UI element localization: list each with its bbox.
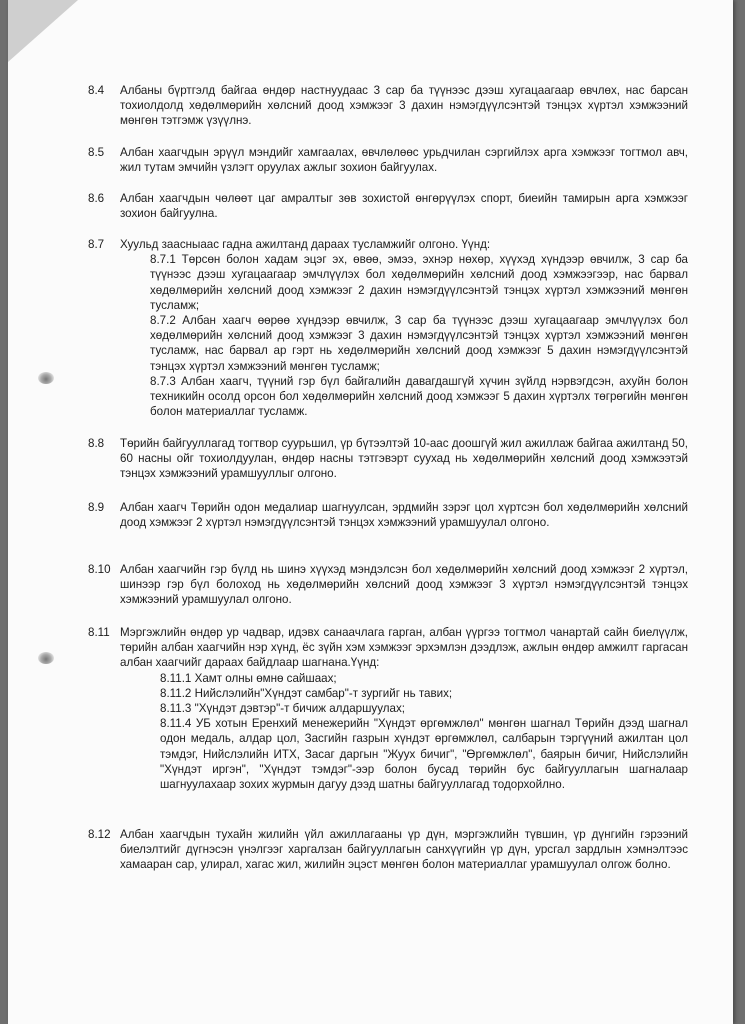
clause-number: 8.6 — [88, 192, 105, 205]
sub-clause-8-7-2: 8.7.2 Албан хаагч өөрөө хүндээр өвчилж, 3 сар ба түүнээс дээш хугацаагаар эмчлүүлэх бол хөдөлмөрийн хөлсний доод хэмжээг 3 дахин нэмэгдүүлсэнтэй тэнцэх хүртэл хэмжээний мөнгөн тусламж, нас барвал ар гэрт нь хөдөлмөрийн хөлсний доод хэмжээг 5 дахин нэмэгдүүлсэнтэй тэнцэх хүртэл хэмжээний мөнгөн тусламж; — [150, 314, 688, 373]
clause-number: 8.4 — [88, 84, 105, 97]
sub-clause-8-11-3: 8.11.3 "Хүндэт дэвтэр"-т бичиж алдаршуулах; — [160, 702, 405, 716]
sub-clause-8-7-1: 8.7.1 Төрсөн болон хадам эцэг эх, өвөө, эмээ, эхнэр нөхөр, хүүхэд хүндээр өвчилж, 3 сар ба түүнээс дээш хугацаагаар эмчлүүлэх бол хөдөлмөрийн хөлсний доод хэмжээгээр, нас барвал хөдөлмөрийн хөлсний доод хэмжээг 2 дахин нэмэгдүүлсэнтэй тэнцэх хүртэл хэмжээний мөнгөн тусламж; — [150, 253, 688, 312]
clause-text: Хуульд заасныаас гадна ажилтанд дараах тусламжийг олгоно. Үүнд: — [120, 238, 491, 251]
clause-text: Төрийн байгууллагад тогтвор суурьшил, үр бүтээлтэй 10-аас доошгүй жил ажиллаж байгаа ажилтанд 50, 60 насны ойг тохиолдуулан, өндөр насны тэтгэвэрт суухад нь хөдөлмөрийн хөлсний доод хэмжээтэй тэнцэх хэмжээний урамшууллыг олгоно. — [120, 437, 688, 481]
clause-text: Мэргэжлийн өндөр ур чадвар, идэвх санаачлага гарган, албан үүргээ тогтмол чанартай сайн биелүүлж, төрийн албан хаагчийн нэр хүнд, ёс зүйн хэм хэмжээг эрхэмлэн дээдлэж, ажлын өндөр амжилт гаргасан албан хаагчийг дараах байдлаар шагнана.Үүнд: — [120, 626, 688, 670]
clause-8-5 — [88, 145, 688, 175]
clause-text: Албан хаагчдын тухайн жилийн үйл ажиллагааны үр дүн, мэргэжлийн түвшин, үр дүнгийн гэрээний биелэлтийг дүгнэсэн үнэлгээг харгалзан байгууллагын санхүүгийн үр дүн, урсгал зардлын хэмнэлтээс хамааран сар, улирал, хагас жил, жилийн эцэст мөнгөн болон материаллаг урамшуулал олгож болно. — [120, 828, 688, 872]
clause-8-4 — [88, 83, 688, 129]
punch-hole-icon — [38, 652, 54, 664]
sub-clause-8-11-4: 8.11.4 УБ хотын Еренхий менежерийн "Хүндэт өргөмжлөл" мөнгөн шагнал Төрийн дээд шагнал одон медаль, алдар цол, Засгийн газрын хүндэт өргөмжлөл, салбарын тэргүүний ажилтан цол тэмдэг, Нийслэлийн ИТХ, Засаг даргын "Жуух бичиг", "Өргөмжлөл", баярын бичиг, Нийслэлийн "Хүндэт иргэн", "Хүндэт тэмдэг"-ээр болон бусад төрийн бус байгууллагын шагналаар шагнуулахаар зохих журмын дагуу дээд шатны байгууллагад тодорхойлно. — [160, 717, 688, 792]
clause-number: 8.12 — [88, 828, 111, 841]
clause-number: 8.5 — [88, 146, 105, 159]
clause-number: 8.11 — [88, 626, 110, 639]
sub-clause-8-11-1: 8.11.1 Хамт олны өмнө сайшаах; — [160, 671, 337, 685]
clause-8-6 — [88, 191, 688, 221]
clause-text: Албан хаагчдын чөлөөт цаг амралтыг зөв зохистой өнгөрүүлэх спорт, биеийн тамирын арга хэмжээг зохион байгуулна. — [120, 192, 688, 221]
clause-8-11 — [88, 625, 688, 792]
clause-8-9 — [88, 500, 688, 530]
sub-clause-8-7-3: 8.7.3 Албан хаагч, түүний гэр бүл байгалийн давагдашгүй хүчин зүйлд нэрвэгдсэн, ахуйн болон техникийн осолд орсон бол хөдөлмөрийн хөлсний доод хэмжээг 5 дахин хүртэлх төгрөгийн мөнгөн болон материаллаг тусламж. — [150, 374, 688, 419]
clause-text: Албаны бүртгэлд байгаа өндөр настнуудаас 3 сар ба түүнээс дээш хугацаагаар өвчлөх, нас барсан тохиолдолд хөдөлмөрийн хөлсний доод хэмжээг 3 дахин нэмэгдүүлсэнтэй тэнцэх хүртэл хэмжээний мөнгөн тэтгэмж үзүүлнэ. — [120, 84, 688, 128]
clause-text: Албан хаагч Төрийн одон медалиар шагнуулсан, эрдмийн зэрэг цол хүртсэн бол хөдөлмөрийн хөлсний доод хэмжээг 2 хүртэл нэмэгдүүлсэнтэй тэнцэх хэмжээний урамшуулал олгоно. — [120, 501, 688, 530]
clause-8-8 — [88, 436, 688, 482]
clause-number: 8.9 — [88, 501, 105, 514]
clause-8-7 — [88, 237, 688, 419]
clause-8-10 — [88, 562, 688, 608]
clause-number: 8.8 — [88, 437, 105, 450]
sub-clause-8-11-2: 8.11.2 Нийслэлийн"Хүндэт самбар"-т зургийг нь тавих; — [160, 686, 453, 700]
clause-text: Албан хаагчдын эрүүл мэндийг хамгаалах, өвчлөлөөс урьдчилан сэргийлэх арга хэмжээг тогтмол авч, жил тутам эмчийн үзлэгт оруулах ажлыг зохион байгуулах. — [120, 146, 688, 175]
clause-text: Албан хаагчийн гэр бүлд нь шинэ хүүхэд мэндэлсэн бол хөдөлмөрийн хөлсний доод хэмжээг 2 хүртэл, шинээр гэр бүл болоход нь хөдөлмөрийн хөлсний доод хэмжээг 3 хүртэл нэмэгдүүлсэнтэй тэнцэх хэмжээний урамшуулал олгоно. — [120, 563, 688, 607]
clause-number: 8.10 — [88, 563, 111, 576]
clause-number: 8.7 — [88, 238, 105, 251]
punch-hole-icon — [38, 372, 54, 384]
clause-8-12 — [88, 827, 688, 873]
folded-corner — [8, 0, 78, 62]
